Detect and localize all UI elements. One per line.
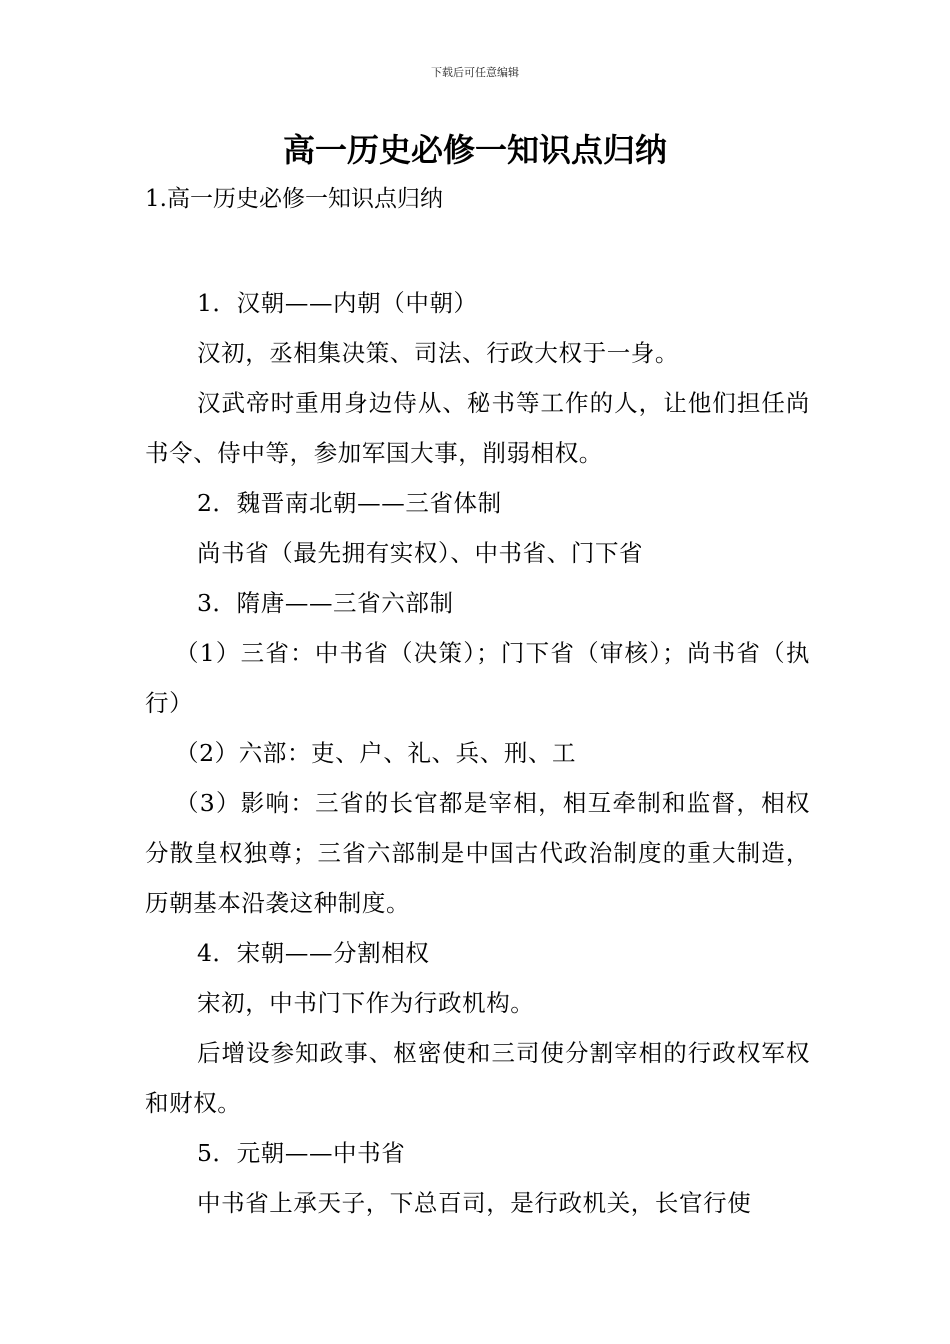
paragraph: 尚书省（最先拥有实权）、中书省、门下省 — [197, 539, 644, 567]
paragraph: 汉初，丞相集决策、司法、行政大权于一身。 — [197, 339, 679, 367]
paragraph: 宋初，中书门下作为行政机构。 — [197, 989, 535, 1017]
document-subtitle: 1.高一历史必修一知识点归纳 — [145, 186, 443, 212]
section-heading-weijin: 2．魏晋南北朝——三省体制 — [197, 489, 502, 517]
section-heading-song: 4．宋朝——分割相权 — [197, 939, 430, 967]
list-item: （3）影响：三省的长官都是宰相，相互牵制和监督，相权分散皇权独尊；三省六部制是中国古代政治制度的重大制造，历朝基本沿袭这种制度。 — [145, 789, 810, 917]
page-header-note: 下载后可任意编辑 — [431, 66, 519, 79]
section-heading-yuan: 5．元朝——中书省 — [197, 1139, 406, 1167]
paragraph: 后增设参知政事、枢密使和三司使分割宰相的行政权军权和财权。 — [145, 1039, 810, 1117]
paragraph: 中书省上承天子，下总百司，是行政机关，长官行使 — [197, 1189, 752, 1217]
section-heading-han: 1．汉朝——内朝（中朝） — [197, 289, 478, 317]
list-item: （2）六部：吏、户、礼、兵、刑、工 — [175, 739, 577, 767]
document-title: 高一历史必修一知识点归纳 — [282, 131, 667, 169]
paragraph: 汉武帝时重用身边侍从、秘书等工作的人，让他们担任尚书令、侍中等，参加军国大事，削弱相权。 — [145, 389, 810, 467]
section-heading-suitang: 3．隋唐——三省六部制 — [197, 589, 454, 617]
list-item: （1）三省：中书省（决策）；门下省（审核）；尚书省（执行） — [145, 639, 810, 717]
document-body — [145, 278, 810, 1228]
